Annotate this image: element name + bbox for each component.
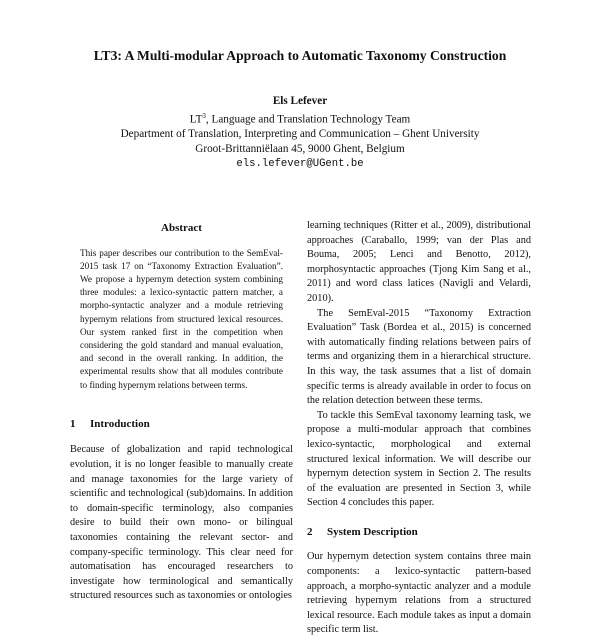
related-work-paragraph: learning techniques (Ritter et al., 2009), distributional approaches (Caraballo, 1999; van der Plas and Bouma, 2005; Lenci and Benotto, 2012), morphosyntactic approaches (Tjong Kim Sang et al., 2011) and word class latices (Navigli and Velardi, 2010). — [307, 220, 531, 304]
right-column — [307, 219, 531, 638]
section-2-title: System Description — [327, 525, 418, 538]
author-affiliation — [0, 109, 600, 127]
abstract-text: This paper describes our contribution to the SemEval-2015 task 17 on “Taxonomy Extraction Evaluation”. We propose a hypernym detection system combining three modules: a lexico-syntactic pattern matcher, a morpho-syntactic analyzer and a module retrieving hypernym relations from structured lexical resources. Our system ranked first in the competition when considering the gold standard and manual evaluation, and second in the overall ranking. In addition, the experimental results show that all modules contribute to finding hypernym relations between terms. — [80, 247, 283, 390]
task-paragraph: The SemEval-2015 “Taxonomy Extraction Evaluation” Task (Bordea et al., 2015) is concerned with automatically finding relations between pairs of terms and organizing them in a hierarchical structure. In this way, the task assumes that a list of domain specific terms is already available in order to focus on the relation detection between these terms. — [307, 307, 531, 407]
affiliation-prefix: LT — [189, 113, 203, 126]
left-column — [70, 221, 293, 604]
section-1-heading — [70, 417, 293, 432]
section-1-text: Because of globalization and rapid technological evolution, it is no longer feasible to manually create and manage taxonomies for the large variety of scientific and technological (sub)domains. In addition to domain-specific terminology, also companies desire to build their own mono- or bilingual taxonomies containing the relevant sector- and company-specific terminology. This clear need for automatisation has encouraged researchers to investigate how terminological and semantically structured resources such as taxonomies or ontologies — [70, 444, 293, 602]
author-email[interactable]: els.lefever@UGent.be — [236, 157, 364, 170]
author-name: Els Lefever — [272, 95, 328, 107]
section-1-number: 1 — [70, 417, 76, 430]
section-2-text: Our hypernym detection system contains three main components: a lexico-syntactic pattern-based approach, a morpho-syntactic analyzer and a module retrieving hypernym relations from a structured lexical resource. Each module takes as input a domain specific term list. — [307, 551, 531, 636]
section-1-title: Introduction — [90, 417, 150, 430]
section-2-heading — [307, 525, 531, 540]
affiliation-rest: , Language and Translation Technology Team — [205, 113, 411, 126]
section-2-number: 2 — [307, 525, 313, 538]
author-department: Department of Translation, Interpreting and Communication – Ghent University — [120, 128, 480, 141]
affiliation-superscript: 3 — [202, 111, 206, 120]
author-address: Groot-Brittanniëlaan 45, 9000 Ghent, Belgium — [195, 142, 405, 155]
author-block — [0, 94, 600, 171]
abstract-heading: Abstract — [161, 222, 202, 234]
paper-title: LT3: A Multi-modular Approach to Automatic Taxonomy Construction — [93, 48, 507, 63]
approach-paragraph: To tackle this SemEval taxonomy learning task, we propose a multi-modular approach that combines lexico-syntactic, morphological and external structured lexical information. We will describe our hypernym detection system in Section 2. The results of the evaluation are presented in Section 3, while Section 4 concludes this paper. — [307, 409, 531, 509]
